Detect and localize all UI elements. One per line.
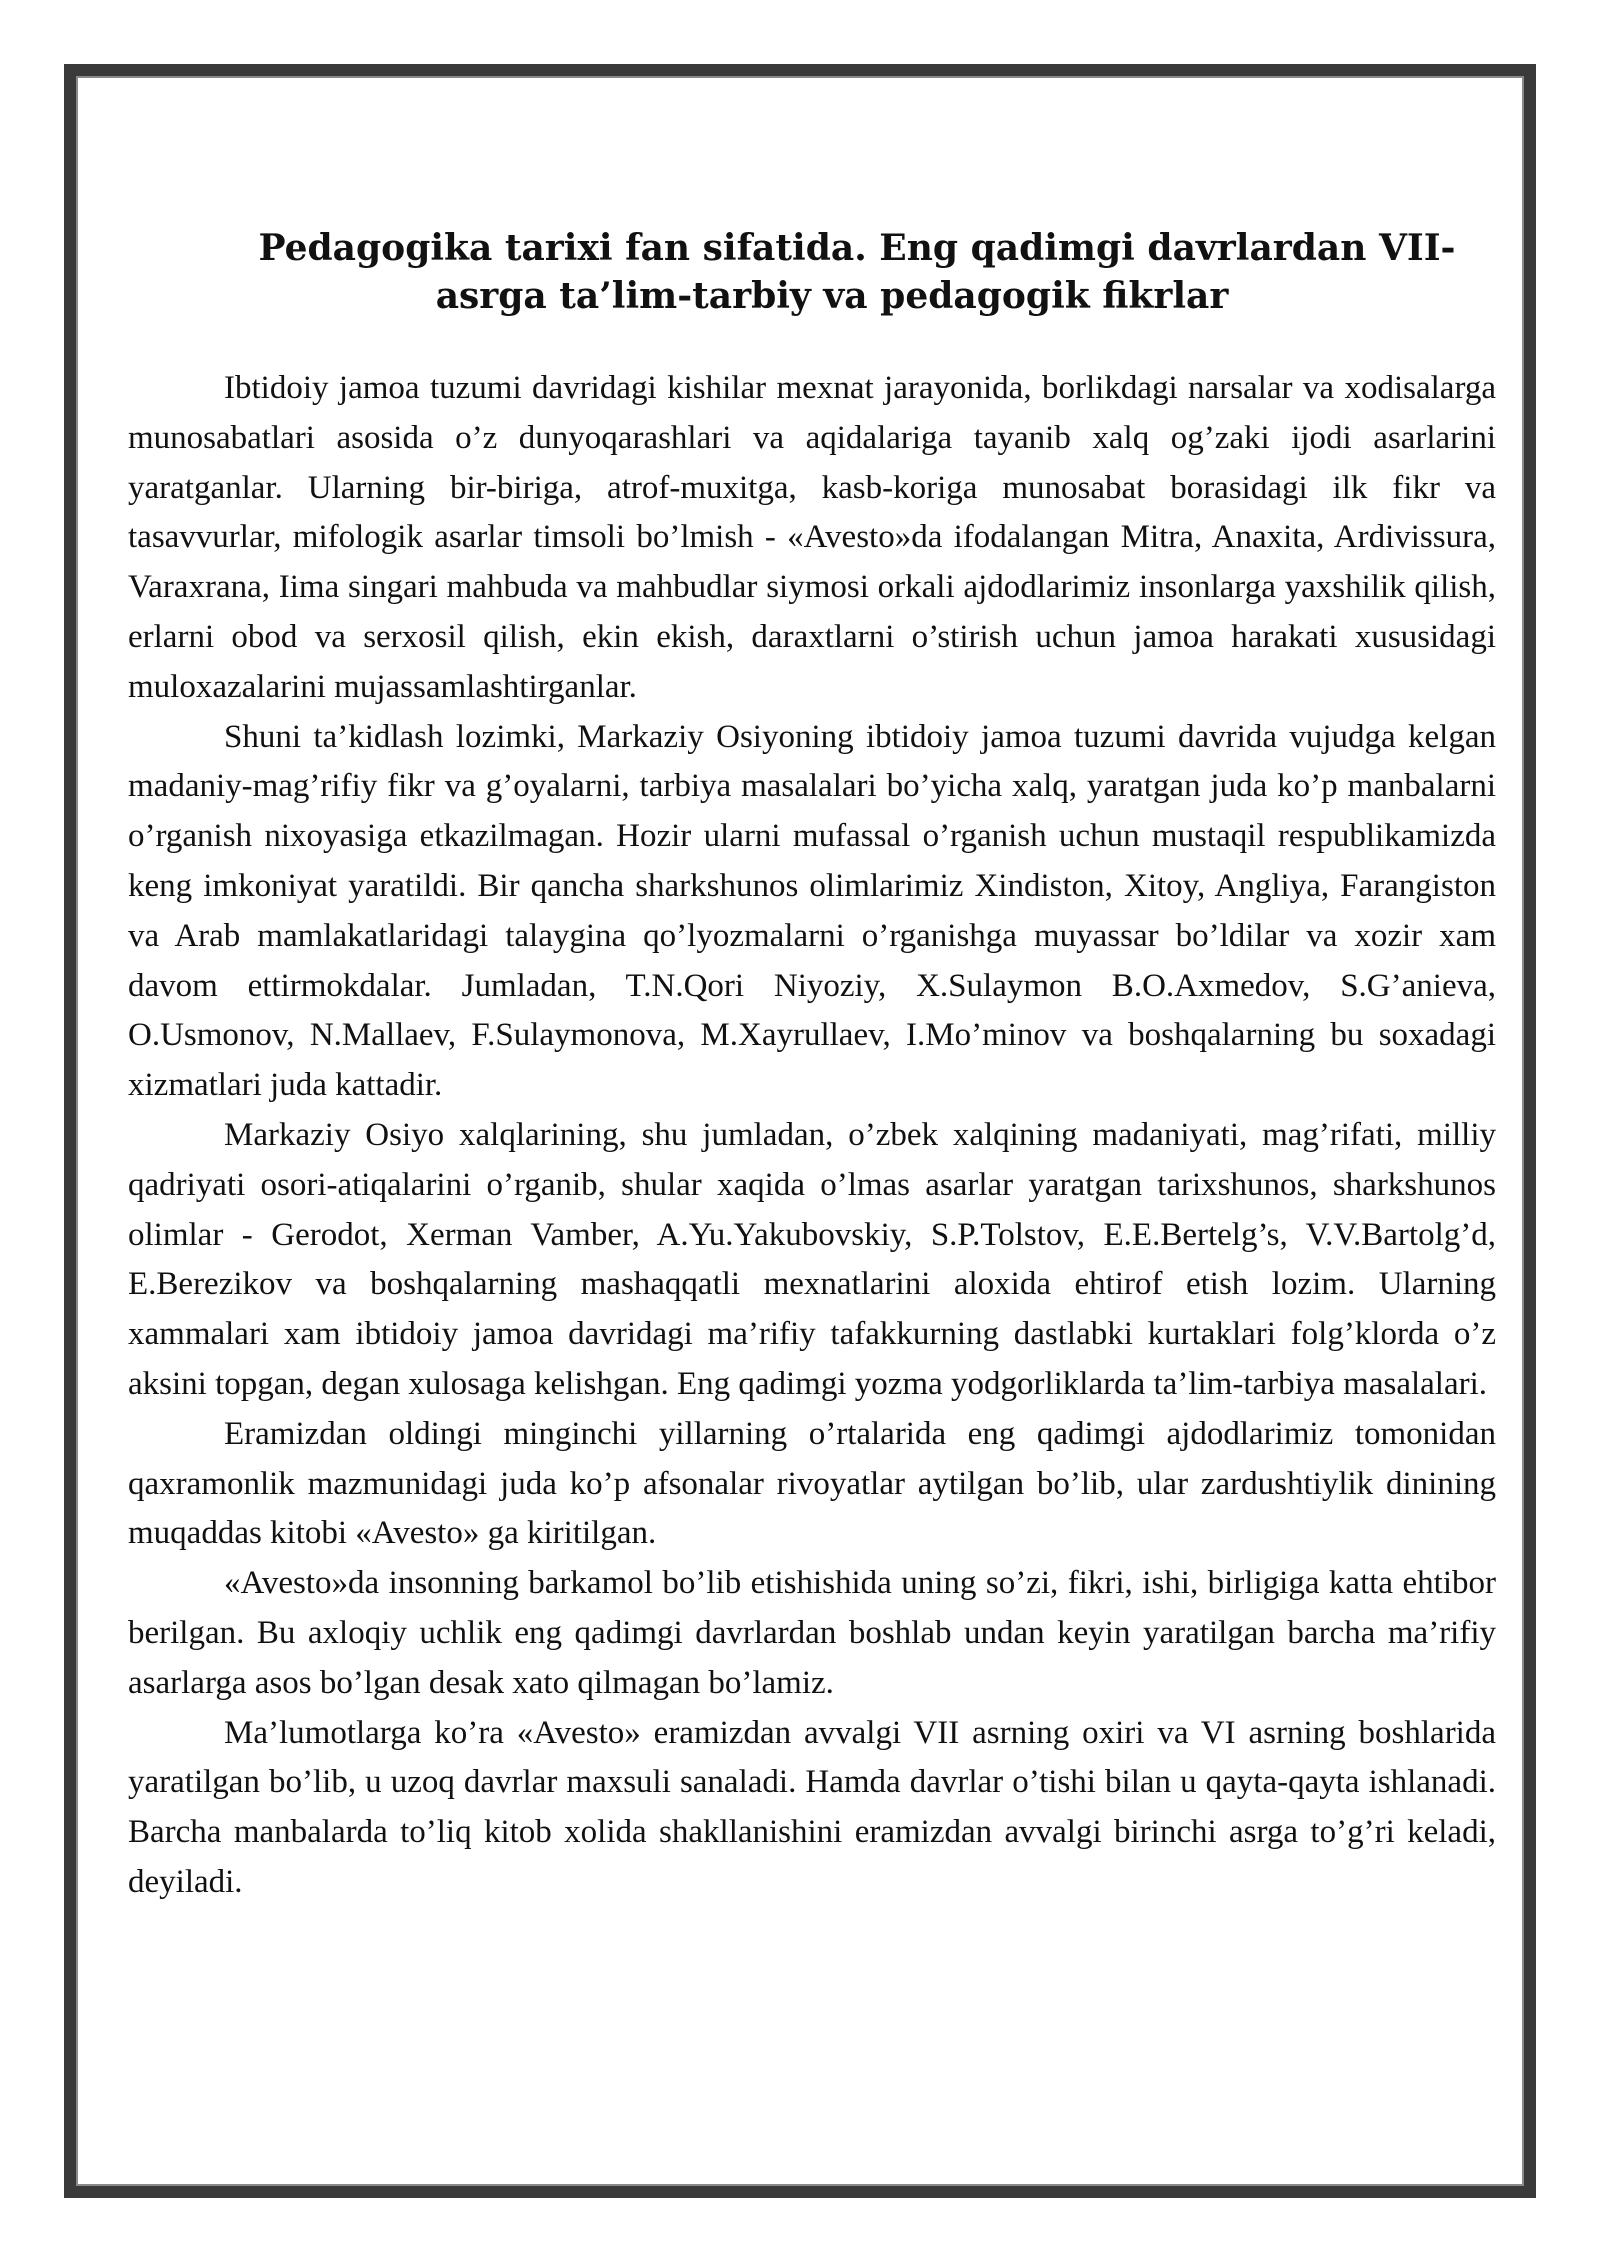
page-frame xyxy=(64,64,1536,2198)
document-title xyxy=(128,224,1496,320)
paragraph-3: Markaziy Osiyo xalqlarining, shu jumladan, o’zbek xalqining madaniyati, mag’rifati, milliy qadriyati osori-atiqalarini o’rganib, shular xaqida o’lmas asarlar yaratgan tarixshunos, sharkshunos olimlar - Gerodot, Xerman Vamber, A.Yu.Yakubovskiy, S.P.Tolstov, E.E.Bertelg’s, V.V.Bartolg’d, E.Berezikov va boshqalarning mashaqqatli mexnatlarini aloxida ehtirof etish lozim. Ularning xammalari xam ibtidoiy jamoa davridagi ma’rifiy tafakkurning dastlabki kurtaklari folg’klorda o’z aksini topgan, degan xulosaga kelishgan. Eng qadimgi yozma yodgorliklarda ta’lim-tarbiya masalalari. xyxy=(128,1116,1496,1402)
title-line-1: Pedagogika tarixi fan sifatida. Eng qadimgi davrlardan VII- xyxy=(258,227,1456,269)
paragraph-1: Ibtidoiy jamoa tuzumi davridagi kishilar mexnat jarayonida, borlikdagi narsalar va xodisalarga munosabatlari asosida o’z dunyoqarashlari va aqidalariga tayanib xalq og’zaki ijodi asarlarini yaratganlar. Ularning bir-biriga, atrof-muxitga, kasb-koriga munosabat borasidagi ilk fikr va tasavvurlar, mifologik asarlar timsoli bo’lmish - «Avesto»da ifodalangan Mitra, Anaxita, Ardivissura, Varaxrana, Iima singari mahbuda va mahbudlar siymosi orkali ajdodlarimiz insonlarga yaxshilik qilish, erlarni obod va serxosil qilish, ekin ekish, daraxtlarni o’stirish uchun jamoa harakati xususidagi muloxazalarini mujassamlashtirganlar. xyxy=(128,370,1496,705)
document-content xyxy=(128,224,1496,1908)
document-body xyxy=(128,364,1496,1908)
paragraph-5: «Avesto»da insonning barkamol bo’lib etishishida uning so’zi, fikri, ishi, birligiga katta ehtibor berilgan. Bu axloqiy uchlik eng qadimgi davrlardan boshlab undan keyin yaratilgan barcha ma’rifiy asarlarga asos bo’lgan desak xato qilmagan bo’lamiz. xyxy=(128,1565,1496,1701)
title-line-2: asrga ta’lim-tarbiy va pedagogik fikrlar xyxy=(435,275,1229,317)
paragraph-6: Ma’lumotlarga ko’ra «Avesto» eramizdan avvalgi VII asrning oxiri va VI asrning boshlarida yaratilgan bo’lib, u uzoq davrlar maxsuli sanaladi. Hamda davrlar o’tishi bilan u qayta-qayta ishlanadi. Barcha manbalarda to’liq kitob xolida shakllanishini eramizdan avvalgi birinchi asrga to’g’ri keladi, deyiladi. xyxy=(128,1714,1496,1900)
paragraph-2: Shuni ta’kidlash lozimki, Markaziy Osiyoning ibtidoiy jamoa tuzumi davrida vujudga kelgan madaniy-mag’rifiy fikr va g’oyalarni, tarbiya masalalari bo’yicha xalq, yaratgan juda ko’p manbalarni o’rganish nixoyasiga etkazilmagan. Hozir ularni mufassal o’rganish uchun mustaqil respublikamizda keng imkoniyat yaratildi. Bir qancha sharkshunos olimlarimiz Xindiston, Xitoy, Angliya, Farangiston va Arab mamlakatlaridagi talaygina qo’lyozmalarni o’rganishga muyassar bo’ldilar va xozir xam davom ettirmokdalar. Jumladan, T.N.Qori Niyoziy, X.Sulaymon B.O.Axmedov, S.G’anieva, O.Usmonov, N.Mallaev, F.Sulaymonova, M.Xayrullaev, I.Mo’minov va boshqalarning bu soxadagi xizmatlari juda kattadir. xyxy=(128,718,1496,1104)
paragraph-4: Eramizdan oldingi minginchi yillarning o’rtalarida eng qadimgi ajdodlarimiz tomonidan qaxramonlik mazmunidagi juda ko’p afsonalar rivoyatlar aytilgan bo’lib, ular zardushtiylik dinining muqaddas kitobi «Avesto» ga kiritilgan. xyxy=(128,1415,1496,1552)
